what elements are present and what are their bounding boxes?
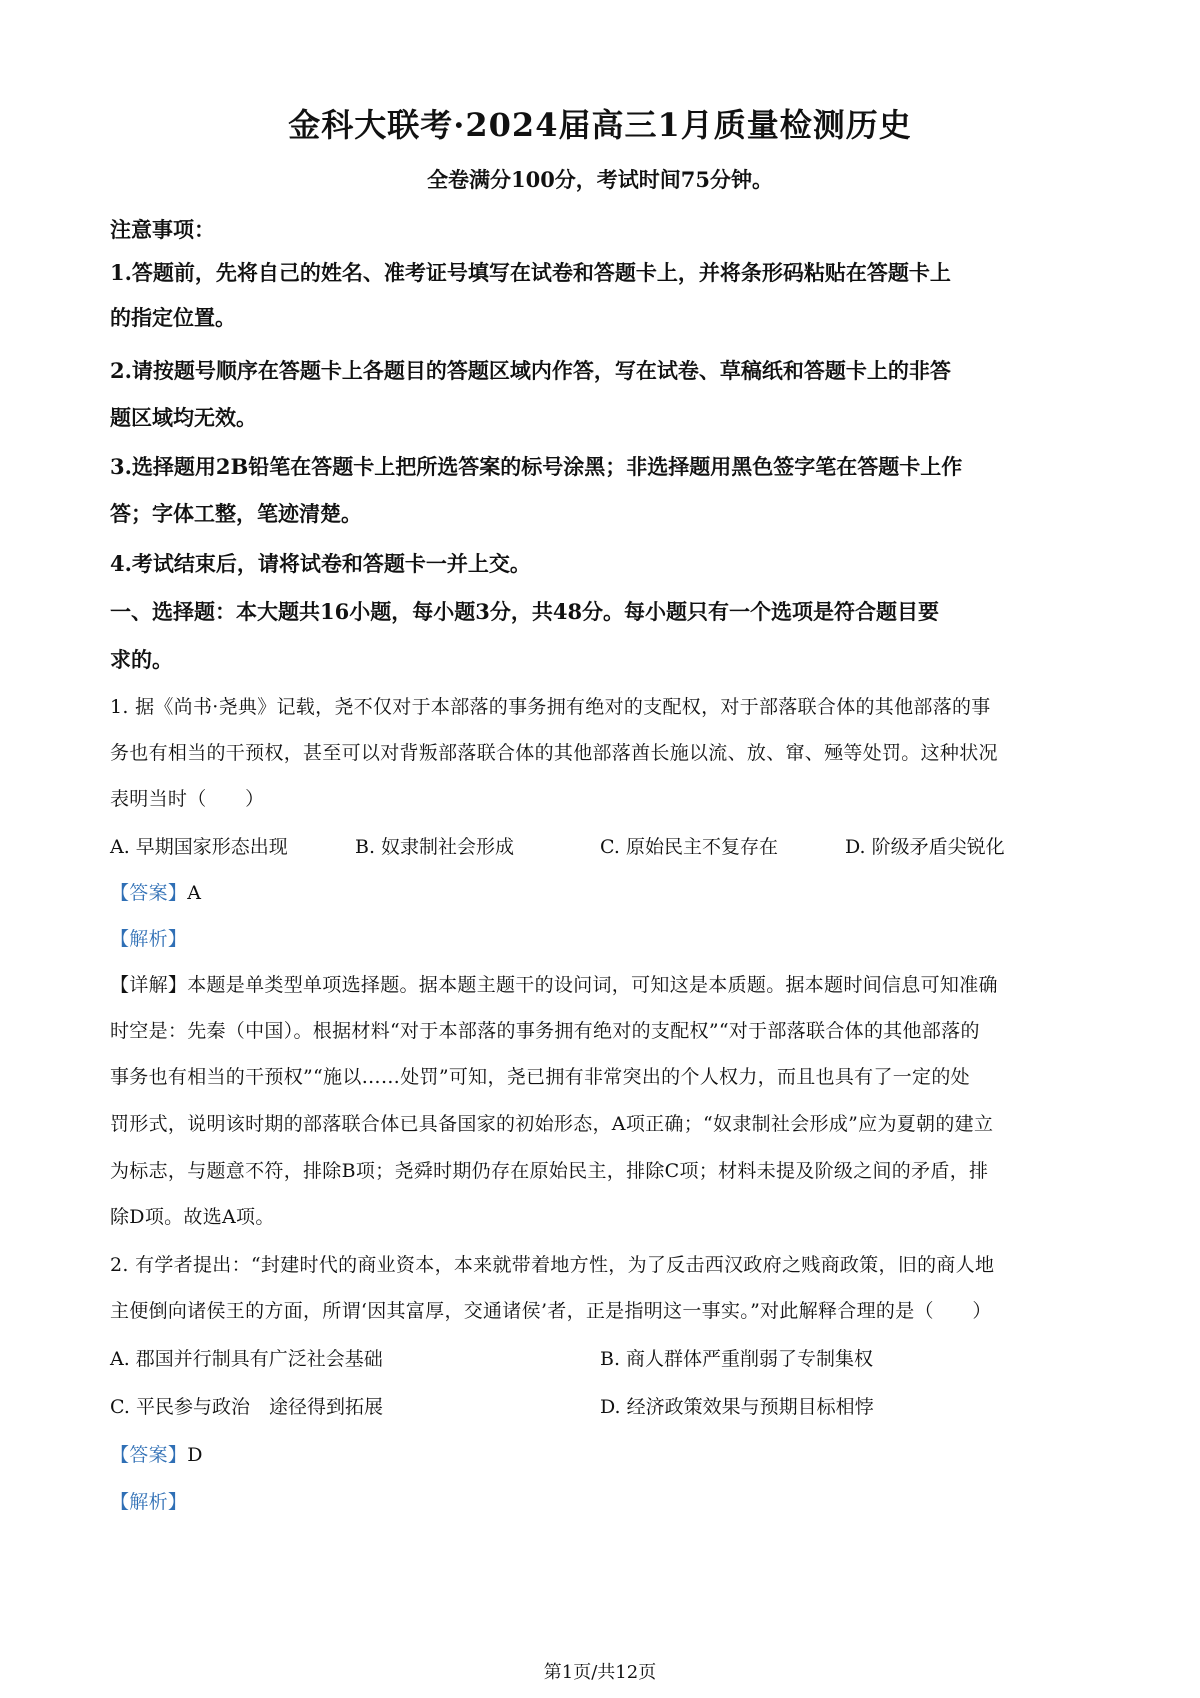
notice-line: 2.请按题号顺序在答题卡上各题目的答题区域内作答，写在试卷、草稿纸和答题卡上的非答 [110, 358, 951, 383]
notice-line: 的指定位置。 [110, 305, 236, 330]
question-1-option-d: D. 阶级矛盾尖锐化 [845, 836, 1005, 858]
question-1-stem: 1. 据《尚书·尧典》记载，尧不仅对于本部落的事务拥有绝对的支配权，对于部落联合体的其他部落的事 [110, 696, 991, 718]
section-heading: 求的。 [110, 647, 173, 672]
question-1-detail: 为标志，与题意不符，排除B项；尧舜时期仍存在原始民主，排除C项；材料未提及阶级之间的矛盾，排 [110, 1160, 989, 1182]
question-1-stem: 表明当时（ ） [110, 788, 265, 810]
section-heading: 一、选择题：本大题共16小题，每小题3分，共48分。每小题只有一个选项是符合题目要 [110, 599, 940, 624]
answer-tag: 【答案】 [110, 882, 188, 904]
question-1-detail: 罚形式，说明该时期的部落联合体已具备国家的初始形态，A项正确；“奴隶制社会形成”应为夏朝的建立 [110, 1113, 994, 1135]
notice-heading: 注意事项： [110, 217, 215, 242]
notice-line: 答；字体工整，笔迹清楚。 [110, 501, 362, 526]
question-2-stem: 2. 有学者提出：“封建时代的商业资本，本来就带着地方性，为了反击西汉政府之贱商政策，旧的商人地 [110, 1254, 995, 1276]
analysis-tag: 【解析】 [110, 928, 188, 950]
question-1-option-c: C. 原始民主不复存在 [600, 836, 778, 858]
question-1-answer [110, 878, 1100, 905]
notice-line: 题区域均无效。 [110, 405, 257, 430]
question-2-option-a: A. 郡国并行制具有广泛社会基础 [110, 1348, 383, 1370]
question-2-answer [110, 1440, 1100, 1467]
document-title: 金科大联考·2024届高三1月质量检测历史 [288, 106, 912, 144]
notice-line: 1.答题前，先将自己的姓名、准考证号填写在试卷和答题卡上，并将条形码粘贴在答题卡上 [110, 260, 951, 285]
question-2-stem: 主便倒向诸侯王的方面，所谓‘因其富厚，交通诸侯’者，正是指明这一事实。”对此解释合理的是（ ） [110, 1300, 992, 1322]
page-number: 第1页/共12页 [543, 1662, 657, 1683]
question-1-detail: 【详解】本题是单类型单项选择题。据本题主题干的设问词，可知这是本质题。据本题时间信息可知准确 [110, 974, 998, 996]
question-1-option-b: B. 奴隶制社会形成 [355, 836, 515, 858]
notice-line: 3.选择题用2B铅笔在答题卡上把所选答案的标号涂黑；非选择题用黑色签字笔在答题卡上作 [110, 454, 963, 479]
answer-tag: 【答案】 [110, 1444, 188, 1466]
question-2-option-c: C. 平民参与政治 途径得到拓展 [110, 1396, 383, 1418]
question-1-detail: 时空是：先秦（中国）。根据材料“对于本部落的事务拥有绝对的支配权”“对于部落联合体的其他部落的 [110, 1020, 980, 1042]
question-1-option-a: A. 早期国家形态出现 [110, 836, 288, 858]
question-2-analysis [110, 1487, 1100, 1514]
question-1-stem: 务也有相当的干预权，甚至可以对背叛部落联合体的其他部落酋长施以流、放、窜、殛等处罚。这种状况 [110, 742, 998, 764]
question-2-option-d: D. 经济政策效果与预期目标相悖 [600, 1396, 874, 1418]
answer-value: D [187, 1444, 203, 1466]
analysis-tag: 【解析】 [110, 1491, 188, 1513]
exam-info: 全卷满分100分，考试时间75分钟。 [426, 167, 774, 192]
question-1-detail: 事务也有相当的干预权”“施以……处罚”可知，尧已拥有非常突出的个人权力，而且也具有了一定的处 [110, 1066, 970, 1088]
question-1-analysis [110, 924, 1100, 951]
answer-value: A [187, 882, 202, 904]
question-2-option-b: B. 商人群体严重削弱了专制集权 [600, 1348, 874, 1370]
notice-line: 4.考试结束后，请将试卷和答题卡一并上交。 [110, 551, 531, 576]
question-1-detail: 除D项。故选A项。 [110, 1206, 275, 1228]
